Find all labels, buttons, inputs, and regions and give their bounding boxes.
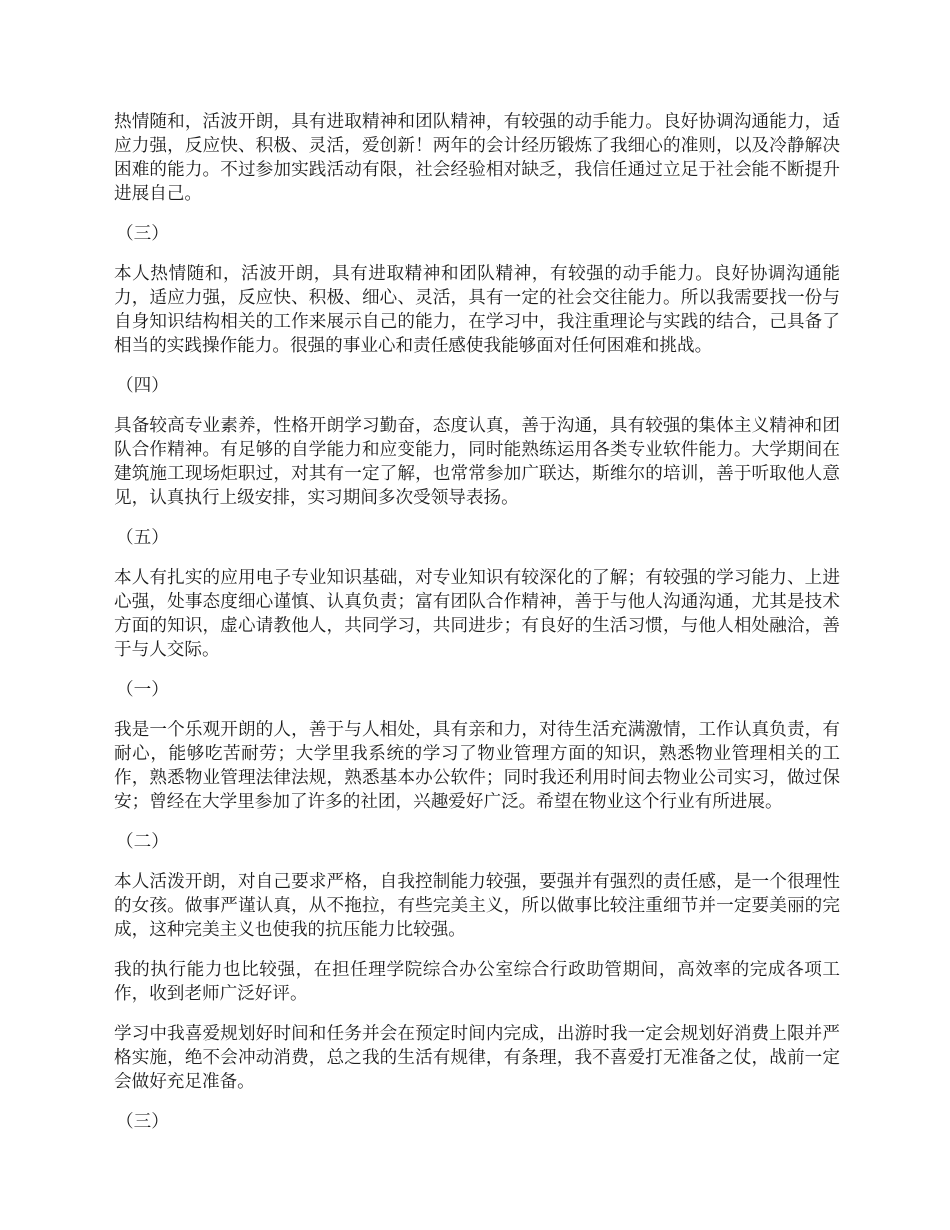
paragraph: 本人热情随和，活波开朗，具有进取精神和团队精神，有较强的动手能力。良好协调沟通能力，适应力强，反应快、积极、细心、灵活，具有一定的社会交往能力。所以我需要找一份与自身知识结构相关的工作来展示自己的能力，在学习中，我注重理论与实践的结合，己具备了相当的实践操作能力。很强的事业心和责任感使我能够面对任何困难和挑战。 (114, 264, 840, 356)
section-heading: （三） (116, 224, 169, 244)
paragraph: 本人活泼开朗，对自己要求严格，自我控制能力较强，要强并有强烈的责任感，是一个很理性的女孩。做事严谨认真，从不拖拉，有些完美主义，所以做事比较注重细节并一定要美丽的完成，这种完美主义也使我的抗压能力比较强。 (114, 872, 840, 940)
section-heading: （五） (116, 528, 169, 548)
section-heading: （三） (116, 1112, 169, 1132)
paragraph: 我的执行能力也比较强，在担任理学院综合办公室综合行政助管期间，高效率的完成各项工作，收到老师广泛好评。 (114, 960, 840, 1004)
section-heading: （四） (116, 376, 169, 396)
section-heading: （二） (116, 832, 169, 852)
paragraph: 热情随和，活波开朗，具有进取精神和团队精神，有较强的动手能力。良好协调沟通能力，适应力强，反应快、积极、灵活，爱创新！两年的会计经历锻炼了我细心的准则，以及冷静解决困难的能力。不过参加实践活动有限，社会经验相对缺乏，我信任通过立足于社会能不断提升进展自己。 (114, 112, 840, 204)
document-page (114, 110, 840, 1150)
section-heading: （一） (116, 680, 169, 700)
paragraph: 学习中我喜爱规划好时间和任务并会在预定时间内完成，出游时我一定会规划好消费上限并严格实施，绝不会冲动消费，总之我的生活有规律，有条理，我不喜爱打无准备之仗，战前一定会做好充足准备。 (114, 1024, 840, 1092)
paragraph: 我是一个乐观开朗的人，善于与人相处，具有亲和力，对待生活充满激情，工作认真负责，有耐心，能够吃苦耐劳；大学里我系统的学习了物业管理方面的知识，熟悉物业管理相关的工作，熟悉物业管理法律法规，熟悉基本办公软件；同时我还利用时间去物业公司实习，做过保安；曾经在大学里参加了许多的社团，兴趣爱好广泛。希望在物业这个行业有所进展。 (114, 720, 840, 812)
paragraph: 本人有扎实的应用电子专业知识基础，对专业知识有较深化的了解；有较强的学习能力、上进心强，处事态度细心谨慎、认真负责；富有团队合作精神，善于与他人沟通沟通，尤其是技术方面的知识，虚心请教他人，共同学习，共同进步；有良好的生活习惯，与他人相处融洽，善于与人交际。 (114, 568, 840, 660)
paragraph: 具备较高专业素养，性格开朗学习勤奋，态度认真，善于沟通，具有较强的集体主义精神和团队合作精神。有足够的自学能力和应变能力，同时能熟练运用各类专业软件能力。大学期间在建筑施工现场炬职过，对其有一定了解，也常常参加广联达，斯维尔的培训，善于听取他人意见，认真执行上级安排，实习期间多次受领导表扬。 (114, 416, 840, 508)
